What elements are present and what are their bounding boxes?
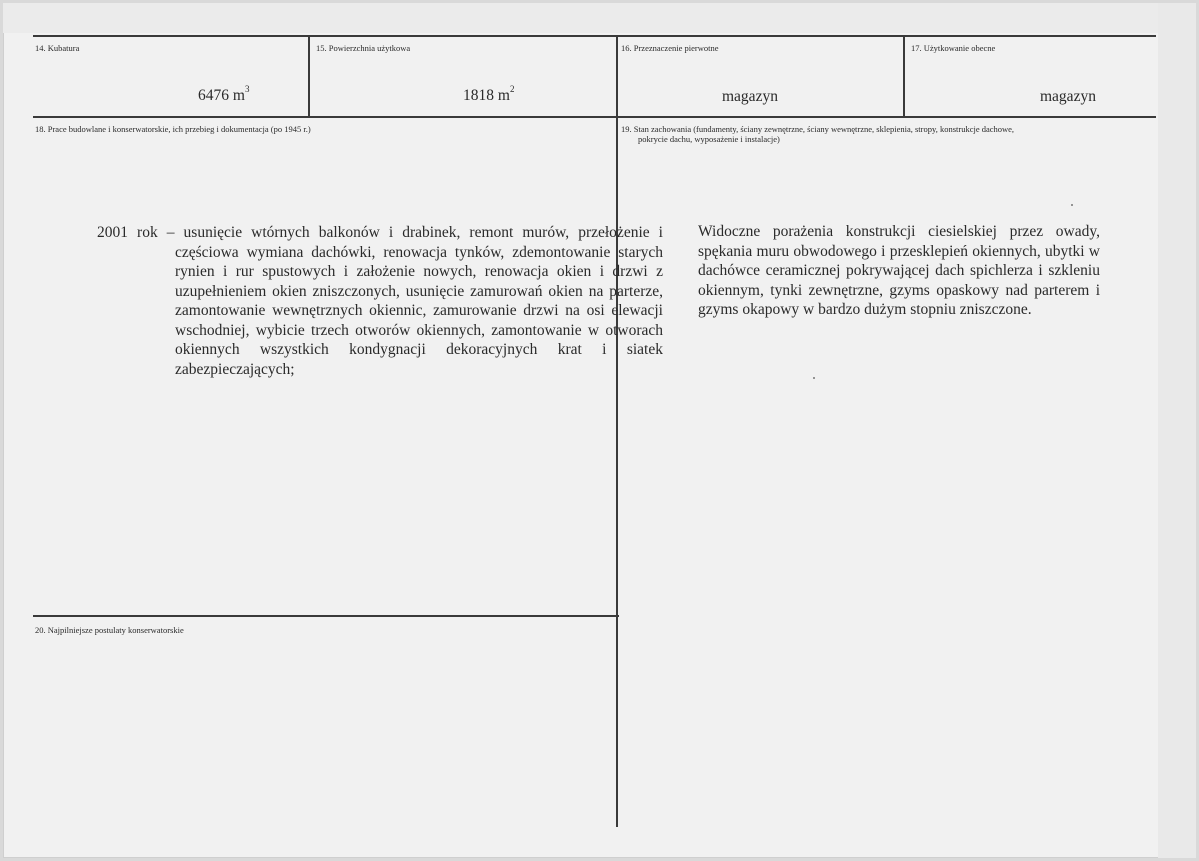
record-card bbox=[3, 3, 1196, 858]
divider-main bbox=[616, 35, 618, 827]
kubatura-exponent: 3 bbox=[244, 83, 250, 94]
prace-text: 2001 rok – usunięcie wtórnych balkonów i drabinek, remont murów, przełożenie i częściowa wymiana dachówki, renowacja tynków, zdemontowanie starych rynien i rur spustowych i założenie nowych, renowacja okien i drzwi z uzupełnieniem okien zniszczonych, usunięcie zamurowań okien na parterze, zamontowanie wewnętrznych okiennic, zamurowanie drzwi na osi elewacji wschodniej, wybicie trzech otworów okiennych, zamontowanie w otworach okiennych wszystkich kondygnacji dekoracyjnych krat i siatek zabezpieczających; bbox=[97, 224, 663, 378]
box18-bottom-rule bbox=[33, 615, 619, 617]
kubatura-number: 6476 m bbox=[198, 87, 245, 104]
card-top-margin bbox=[3, 3, 1196, 33]
postulaty-label: 20. Najpilniejsze postulaty konserwatorskie bbox=[35, 625, 184, 635]
row1-bottom-rule bbox=[33, 116, 1156, 118]
uzytkowanie-value: magazyn bbox=[1040, 88, 1096, 105]
kubatura-label: 14. Kubatura bbox=[35, 43, 80, 53]
powierzchnia-exponent: 2 bbox=[509, 83, 515, 94]
uzytkowanie-label: 17. Użytkowanie obecne bbox=[911, 43, 996, 53]
prace-label: 18. Prace budowlane i konserwatorskie, ich przebieg i dokumentacja (po 1945 r.) bbox=[35, 124, 311, 134]
stan-text: Widoczne porażenia konstrukcji ciesielskiej przez owady, spękania muru obwodowego i przesklepień okiennych, ubytki w dachówce ceramicznej pokrywającej dach spichlerza i szkleniu okiennym, tynki zewnętrzne, gzyms opaskowy nad parterem i gzyms okapowy w bardzo dużym stopniu zniszczone. bbox=[698, 223, 1100, 318]
powierzchnia-value bbox=[463, 83, 515, 105]
stan-label-line1: 19. Stan zachowania (fundamenty, ściany zewnętrzne, ściany wewnętrzne, sklepienia, stropy, konstrukcje dachowe, bbox=[621, 124, 1015, 134]
scan-speck bbox=[1071, 204, 1073, 206]
top-rule bbox=[33, 35, 1156, 37]
stan-label-line2: pokrycie dachu, wyposażenie i instalacje) bbox=[638, 134, 780, 144]
kubatura-value bbox=[198, 83, 250, 105]
powierzchnia-label: 15. Powierzchnia użytkowa bbox=[316, 43, 411, 53]
przeznaczenie-label: 16. Przeznaczenie pierwotne bbox=[621, 43, 719, 53]
divider-16-17 bbox=[903, 35, 905, 118]
przeznaczenie-value: magazyn bbox=[722, 88, 778, 105]
scan-speck bbox=[813, 377, 815, 379]
card-right-margin bbox=[1158, 3, 1196, 858]
divider-14-15 bbox=[308, 35, 310, 118]
powierzchnia-number: 1818 m bbox=[463, 87, 510, 104]
